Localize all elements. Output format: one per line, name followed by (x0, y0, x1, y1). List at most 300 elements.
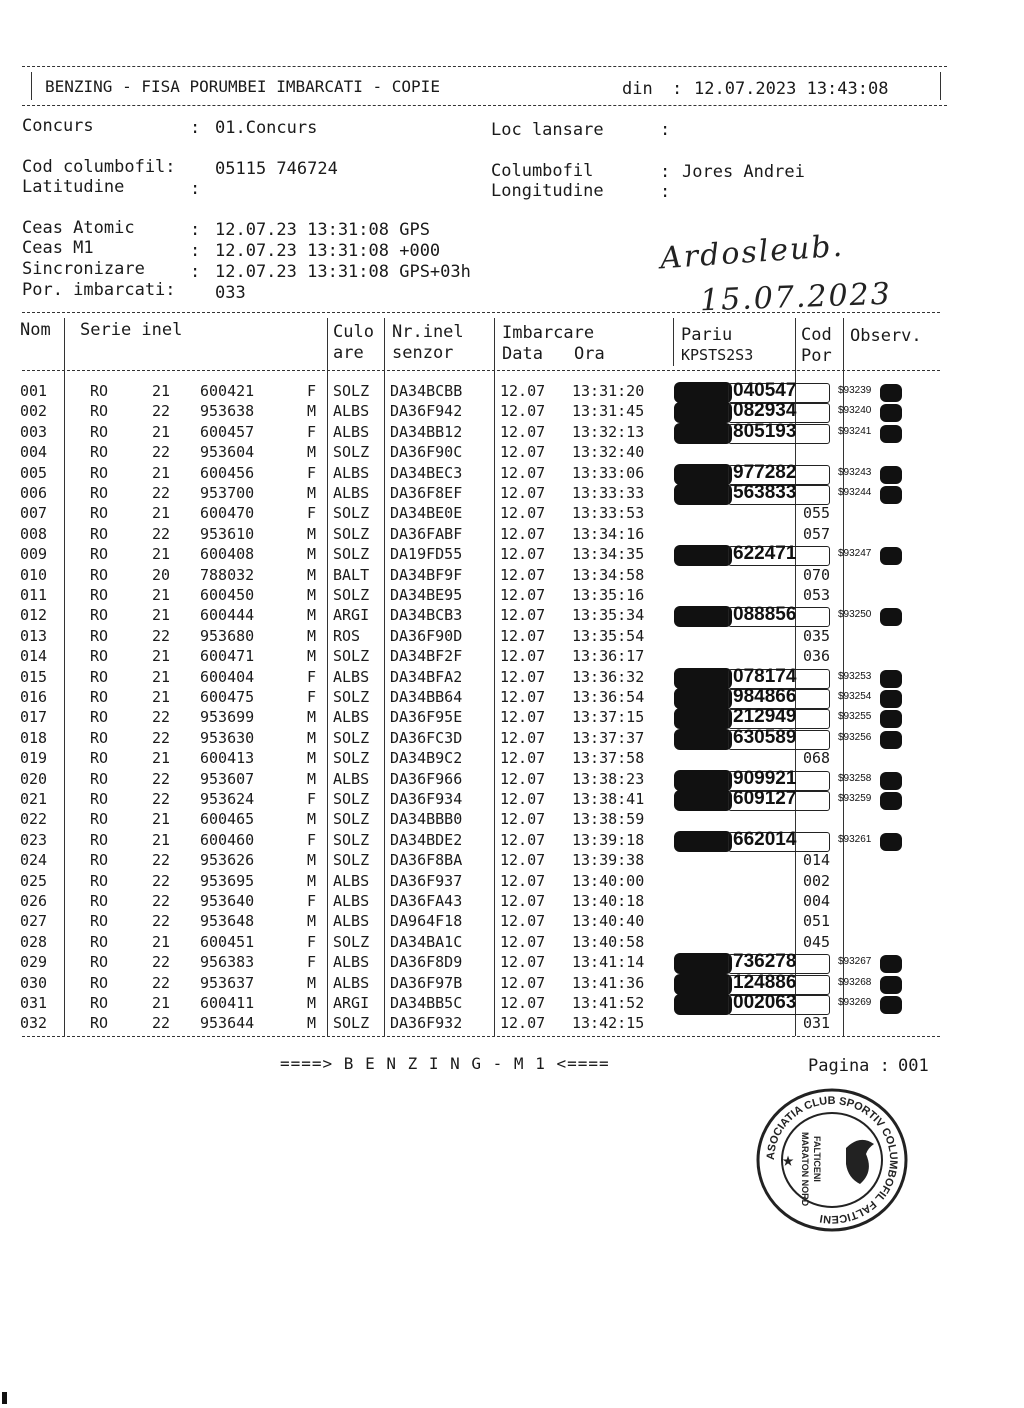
cell-sex: F (307, 382, 317, 400)
stamp-code: 040547 (733, 380, 797, 401)
cell-country: RO (90, 790, 109, 808)
cell-ring-number: 600470 (200, 504, 255, 523)
stamp-sequence: $93247 (838, 548, 872, 560)
cell-sex: F (307, 953, 317, 972)
cell-color: ALBS (333, 871, 370, 890)
cell-year: 22 (152, 402, 171, 421)
stamp-code: 909921 (733, 767, 797, 789)
cell-sensor: DA34BEC3 (390, 463, 463, 482)
cell-sensor: DA36F8D9 (390, 953, 463, 972)
svg-text:FALTICENI: FALTICENI (812, 1136, 822, 1182)
cell-time: 13:40:18 (572, 892, 645, 910)
cell-cod-por: 051 (803, 912, 831, 931)
cell-nom: 017 (20, 708, 48, 727)
stamp-ink-mark (674, 708, 732, 729)
longitudine-label: Longitudine (491, 181, 604, 201)
cell-nom: 029 (20, 953, 48, 972)
cell-sensor: DA34BE0E (390, 504, 463, 523)
cell-time: 13:38:23 (572, 769, 645, 788)
cell-date: 12.07 (500, 402, 546, 421)
stamp-ink-mark (880, 547, 902, 565)
table-row (0, 606, 1024, 626)
cell-color: ALBS (333, 708, 370, 727)
columbofil-label: Columbofil (491, 161, 594, 181)
cell-country: RO (90, 912, 109, 931)
cell-year: 22 (152, 443, 171, 462)
cell-country: RO (90, 504, 109, 523)
ceas-m1-colon: : (190, 241, 201, 261)
cell-country: RO (90, 382, 109, 400)
cell-date: 12.07 (500, 871, 546, 890)
stamp-code: 984866 (733, 686, 797, 707)
cell-date: 12.07 (500, 973, 546, 992)
cell-sex: M (307, 443, 317, 462)
table-header-bottom-border (22, 370, 940, 371)
stamp-sequence: $93239 (838, 385, 872, 396)
cell-date: 12.07 (500, 728, 546, 747)
cell-year: 22 (152, 708, 171, 727)
cell-year: 21 (152, 830, 171, 849)
cell-country: RO (90, 647, 109, 666)
sincronizare-label: Sincronizare (22, 259, 145, 279)
cell-ring-number: 953638 (200, 402, 255, 421)
stamp-code: 088856 (733, 604, 797, 626)
cell-date: 12.07 (500, 1014, 546, 1033)
stamp-ink-mark (674, 688, 732, 709)
cell-nom: 024 (20, 851, 48, 870)
cell-ring-number: 953637 (200, 973, 255, 992)
cell-ring-number: 953680 (200, 626, 255, 645)
cell-sensor: DA34BDE2 (390, 830, 463, 849)
cell-ring-number: 953695 (200, 871, 255, 890)
cell-nom: 004 (20, 443, 48, 462)
cell-country: RO (90, 728, 109, 747)
cell-sensor: DA36F934 (390, 790, 463, 808)
cell-sex: F (307, 688, 317, 706)
cell-nom: 014 (20, 647, 48, 666)
footer-pagina-label: Pagina : (808, 1056, 890, 1076)
cell-sex: F (307, 892, 317, 910)
cell-date: 12.07 (500, 830, 546, 849)
cell-nom: 003 (20, 422, 48, 441)
cell-ring-number: 953607 (200, 769, 255, 788)
columbofil-value: Jores Andrei (682, 162, 805, 182)
stamp-ink-mark (880, 486, 902, 504)
cell-nom: 026 (20, 892, 48, 910)
stamp-code: 124886 (733, 971, 797, 993)
cell-time: 13:33:33 (572, 484, 645, 502)
cell-ring-number: 600465 (200, 810, 255, 829)
cell-cod-por: 004 (803, 892, 831, 910)
cell-country: RO (90, 626, 109, 645)
stamp-code: 082934 (733, 400, 797, 422)
cell-ring-number: 953624 (200, 790, 255, 808)
cell-time: 13:31:20 (572, 382, 645, 400)
cell-year: 21 (152, 545, 171, 564)
stamp-ink-mark (674, 953, 732, 974)
cell-time: 13:36:54 (572, 688, 645, 706)
col-divider-imbarcare (673, 318, 674, 366)
cell-date: 12.07 (500, 810, 546, 829)
cell-nom: 013 (20, 626, 48, 645)
cell-ring-number: 953700 (200, 484, 255, 502)
cell-nom: 023 (20, 830, 48, 849)
cell-sex: M (307, 973, 317, 992)
cell-country: RO (90, 565, 109, 584)
cell-time: 13:34:16 (572, 524, 645, 543)
cell-sensor: DA34BB64 (390, 688, 463, 706)
cell-date: 12.07 (500, 586, 546, 604)
din-label: din (622, 79, 653, 99)
cell-color: ALBS (333, 912, 370, 931)
col-header-pariu: Pariu (681, 325, 733, 345)
table-row (0, 872, 1024, 892)
cell-color: SOLZ (333, 851, 370, 870)
cell-date: 12.07 (500, 647, 546, 666)
cell-country: RO (90, 484, 109, 502)
cell-ring-number: 953630 (200, 728, 255, 747)
col-header-kpsts: KPSTS2S3 (681, 346, 754, 364)
cell-year: 22 (152, 871, 171, 890)
cell-nom: 019 (20, 749, 48, 768)
table-row (0, 525, 1024, 545)
cell-ring-number: 600408 (200, 545, 255, 564)
cell-time: 13:35:16 (572, 586, 645, 604)
sincronizare-colon: : (190, 262, 201, 282)
cell-year: 21 (152, 994, 171, 1012)
ceas-atomic-value: 12.07.23 13:31:08 GPS (215, 220, 430, 240)
stamp-ink-mark (880, 772, 902, 790)
cell-country: RO (90, 402, 109, 421)
cell-cod-por: 036 (803, 647, 831, 666)
stamp-code: 805193 (733, 420, 797, 442)
cell-sensor: DA34BCBB (390, 382, 463, 400)
cell-date: 12.07 (500, 708, 546, 727)
cell-color: ARGI (333, 994, 370, 1012)
cell-ring-number: 953640 (200, 892, 255, 910)
cell-year: 22 (152, 851, 171, 870)
cell-color: SOLZ (333, 647, 370, 666)
page-title: BENZING - FISA PORUMBEI IMBARCATI - COPIE (45, 77, 440, 96)
stamp-sequence: $93267 (838, 956, 872, 968)
stamp-ink-mark (674, 974, 732, 995)
cell-color: SOLZ (333, 749, 370, 768)
cell-country: RO (90, 524, 109, 543)
table-row (0, 586, 1024, 606)
cell-date: 12.07 (500, 892, 546, 910)
cell-date: 12.07 (500, 953, 546, 972)
latitudine-colon: : (190, 179, 201, 199)
cell-year: 21 (152, 667, 171, 686)
col-header-cod-1: Cod (801, 325, 832, 345)
cell-sex: M (307, 565, 317, 584)
cell-time: 13:34:58 (572, 565, 645, 584)
table-row (0, 688, 1024, 708)
cell-ring-number: 953604 (200, 443, 255, 462)
table-row (0, 443, 1024, 463)
table-row (0, 828, 1024, 851)
cell-year: 22 (152, 1014, 171, 1033)
cell-year: 22 (152, 484, 171, 502)
cell-time: 13:38:59 (572, 810, 645, 829)
cell-ring-number: 600457 (200, 422, 255, 441)
cell-sex: M (307, 524, 317, 543)
table-row (0, 647, 1024, 667)
cell-cod-por: 053 (803, 586, 831, 604)
col-header-culoare-2: are (333, 343, 364, 363)
cell-color: SOLZ (333, 524, 370, 543)
cell-cod-por: 035 (803, 626, 831, 645)
cell-country: RO (90, 606, 109, 625)
cell-country: RO (90, 688, 109, 706)
stamp-sequence: $93254 (838, 691, 872, 702)
cell-ring-number: 600413 (200, 749, 255, 768)
cell-ring-number: 600450 (200, 586, 255, 604)
stamp-ink-mark (674, 423, 732, 444)
cell-sex: F (307, 667, 317, 686)
cell-time: 13:37:15 (572, 708, 645, 727)
stamp-ink-mark (674, 484, 732, 505)
cell-date: 12.07 (500, 769, 546, 788)
cell-time: 13:37:37 (572, 728, 645, 747)
cell-country: RO (90, 443, 109, 462)
cell-nom: 030 (20, 973, 48, 992)
stamp-ink-mark (880, 710, 902, 728)
stamp-ink-mark (880, 996, 902, 1014)
cell-sensor: DA19FD55 (390, 545, 463, 564)
loc-lansare-label: Loc lansare (491, 120, 604, 140)
col-header-nr-inel-2: senzor (392, 343, 454, 363)
cell-sensor: DA36FA43 (390, 892, 463, 910)
cell-sex: M (307, 708, 317, 727)
svg-text:★: ★ (782, 1147, 795, 1171)
cell-color: SOLZ (333, 443, 370, 462)
stamp-sequence: $93243 (838, 466, 872, 478)
cod-columbofil-label: Cod columbofil: (22, 157, 176, 177)
title-bottom-border (22, 105, 947, 106)
stamp-code: 563833 (733, 482, 797, 503)
cell-sex: F (307, 504, 317, 523)
cell-year: 22 (152, 973, 171, 992)
stamp-ink-mark (674, 770, 732, 791)
cell-sex: M (307, 769, 317, 788)
cell-sex: M (307, 749, 317, 768)
cell-time: 13:33:53 (572, 504, 645, 523)
cell-sex: M (307, 606, 317, 625)
cell-color: ALBS (333, 667, 370, 686)
cell-nom: 016 (20, 688, 48, 706)
cell-sensor: DA36F8BA (390, 851, 463, 870)
cell-ring-number: 600475 (200, 688, 255, 706)
cell-nom: 002 (20, 402, 48, 421)
cell-date: 12.07 (500, 667, 546, 686)
stamp-ink-mark (880, 731, 902, 749)
cell-ring-number: 788032 (200, 565, 255, 584)
stamp-ink-mark (880, 466, 902, 484)
cell-time: 13:41:52 (572, 994, 645, 1012)
cell-date: 12.07 (500, 545, 546, 564)
cell-color: ALBS (333, 402, 370, 421)
cell-country: RO (90, 463, 109, 482)
stamp-ink-mark (674, 382, 732, 403)
table-row (0, 545, 1024, 565)
stamp-ink-mark (880, 404, 902, 422)
cell-ring-number: 600404 (200, 667, 255, 686)
cell-ring-number: 600471 (200, 647, 255, 666)
table-bottom-border (22, 1036, 940, 1037)
footer-pagina-value: 001 (898, 1056, 929, 1076)
handwritten-signature: Ardosleub. (659, 228, 846, 277)
cell-time: 13:40:40 (572, 912, 645, 931)
col-header-serie-inel: Serie inel (80, 320, 183, 340)
svg-text:MARATON NORD: MARATON NORD (800, 1132, 810, 1207)
stamp-ink-mark (880, 608, 902, 626)
cell-color: SOLZ (333, 688, 370, 706)
cell-date: 12.07 (500, 382, 546, 400)
cell-year: 21 (152, 688, 171, 706)
stamp-ink-mark (674, 790, 732, 811)
table-header-top-border (22, 312, 940, 313)
table-row (0, 708, 1024, 728)
sincronizare-value: 12.07.23 13:31:08 GPS+03h (215, 262, 471, 282)
cell-time: 13:39:38 (572, 851, 645, 870)
por-imbarcati-label: Por. imbarcati: (22, 280, 176, 300)
cell-time: 13:42:15 (572, 1014, 645, 1033)
table-row (0, 504, 1024, 524)
cell-ring-number: 953699 (200, 708, 255, 727)
stamp-ink-mark (880, 976, 902, 994)
cell-year: 21 (152, 382, 171, 400)
cell-nom: 022 (20, 810, 48, 829)
cell-nom: 009 (20, 545, 48, 564)
stamp-ink-mark (880, 384, 902, 402)
table-row (0, 749, 1024, 769)
cell-color: ARGI (333, 606, 370, 625)
cell-cod-por: 014 (803, 851, 831, 870)
cell-sensor: DA34BCB3 (390, 606, 463, 625)
cell-sex: M (307, 912, 317, 931)
cell-year: 20 (152, 565, 171, 584)
ceas-atomic-colon: : (190, 220, 201, 240)
col-header-culoare-1: Culo (333, 322, 374, 342)
margin-mark (2, 1392, 7, 1404)
cell-sex: F (307, 790, 317, 808)
stamp-code: 662014 (733, 828, 797, 850)
stamp-sequence: $93241 (838, 425, 872, 437)
table-row (0, 790, 1024, 810)
din-colon: : (672, 79, 683, 99)
cell-year: 21 (152, 422, 171, 441)
stamp-sequence: $93261 (838, 833, 872, 845)
cell-time: 13:32:13 (572, 422, 645, 441)
cell-country: RO (90, 422, 109, 441)
cell-ring-number: 953610 (200, 524, 255, 543)
cell-nom: 010 (20, 565, 48, 584)
cell-year: 22 (152, 524, 171, 543)
cell-date: 12.07 (500, 606, 546, 625)
cell-color: SOLZ (333, 830, 370, 849)
table-row (0, 402, 1024, 422)
cell-year: 21 (152, 749, 171, 768)
cell-nom: 008 (20, 524, 48, 543)
stamp-code: 736278 (733, 951, 797, 973)
table-row (0, 912, 1024, 932)
cell-cod-por: 068 (803, 749, 831, 768)
cell-time: 13:39:18 (572, 830, 645, 849)
top-border (22, 66, 947, 67)
cell-country: RO (90, 932, 109, 951)
ceas-m1-value: 12.07.23 13:31:08 +000 (215, 241, 441, 261)
cell-year: 21 (152, 810, 171, 829)
stamp-sequence: $93244 (838, 487, 872, 498)
table-row (0, 566, 1024, 586)
cell-cod-por: 002 (803, 871, 831, 890)
handwritten-date: 15.07.2023 (699, 276, 893, 319)
cell-nom: 027 (20, 912, 48, 931)
stamp-sequence: $93256 (838, 731, 872, 743)
cell-time: 13:41:14 (572, 953, 645, 972)
table-row (0, 933, 1024, 953)
cell-time: 13:36:17 (572, 647, 645, 666)
stamp-sequence: $93240 (838, 405, 872, 417)
cell-sex: M (307, 810, 317, 829)
cell-date: 12.07 (500, 749, 546, 768)
cell-sex: M (307, 871, 317, 890)
cell-country: RO (90, 708, 109, 727)
cell-ring-number: 953626 (200, 851, 255, 870)
cell-country: RO (90, 586, 109, 604)
stamp-sequence: $93258 (838, 772, 872, 784)
cell-nom: 028 (20, 932, 48, 951)
cell-date: 12.07 (500, 422, 546, 441)
concurs-label: Concurs (22, 116, 94, 136)
cell-sensor: DA36F942 (390, 402, 463, 421)
table-row (0, 484, 1024, 504)
cell-sex: F (307, 463, 317, 482)
cell-sensor: DA34BE95 (390, 586, 463, 604)
cell-time: 13:35:34 (572, 606, 645, 625)
cell-time: 13:38:41 (572, 790, 645, 808)
cell-date: 12.07 (500, 994, 546, 1012)
cell-nom: 005 (20, 463, 48, 482)
col-header-cod-2: Por (801, 346, 832, 366)
stamp-ink-mark (674, 545, 732, 566)
cell-country: RO (90, 892, 109, 910)
cell-color: ROS (333, 626, 361, 645)
stamp-ink-mark (674, 668, 732, 689)
col-header-nom: Nom (20, 320, 51, 340)
cell-time: 13:31:45 (572, 402, 645, 421)
cell-sex: M (307, 402, 317, 421)
cell-nom: 012 (20, 606, 48, 625)
stamp-code: 622471 (733, 543, 797, 565)
cell-sensor: DA34BBB0 (390, 810, 463, 829)
cell-country: RO (90, 953, 109, 972)
cell-cod-por: 031 (803, 1014, 831, 1033)
cell-year: 22 (152, 769, 171, 788)
cell-time: 13:35:54 (572, 626, 645, 645)
cell-year: 21 (152, 586, 171, 604)
cell-sensor: DA36FABF (390, 524, 463, 543)
cell-country: RO (90, 1014, 109, 1033)
stamp-ink-mark (880, 833, 902, 851)
stamp-ink-mark (674, 464, 732, 485)
cell-year: 22 (152, 790, 171, 808)
cell-date: 12.07 (500, 932, 546, 951)
col-header-data: Data (502, 344, 543, 364)
table-row (0, 892, 1024, 912)
cell-nom: 011 (20, 586, 48, 604)
